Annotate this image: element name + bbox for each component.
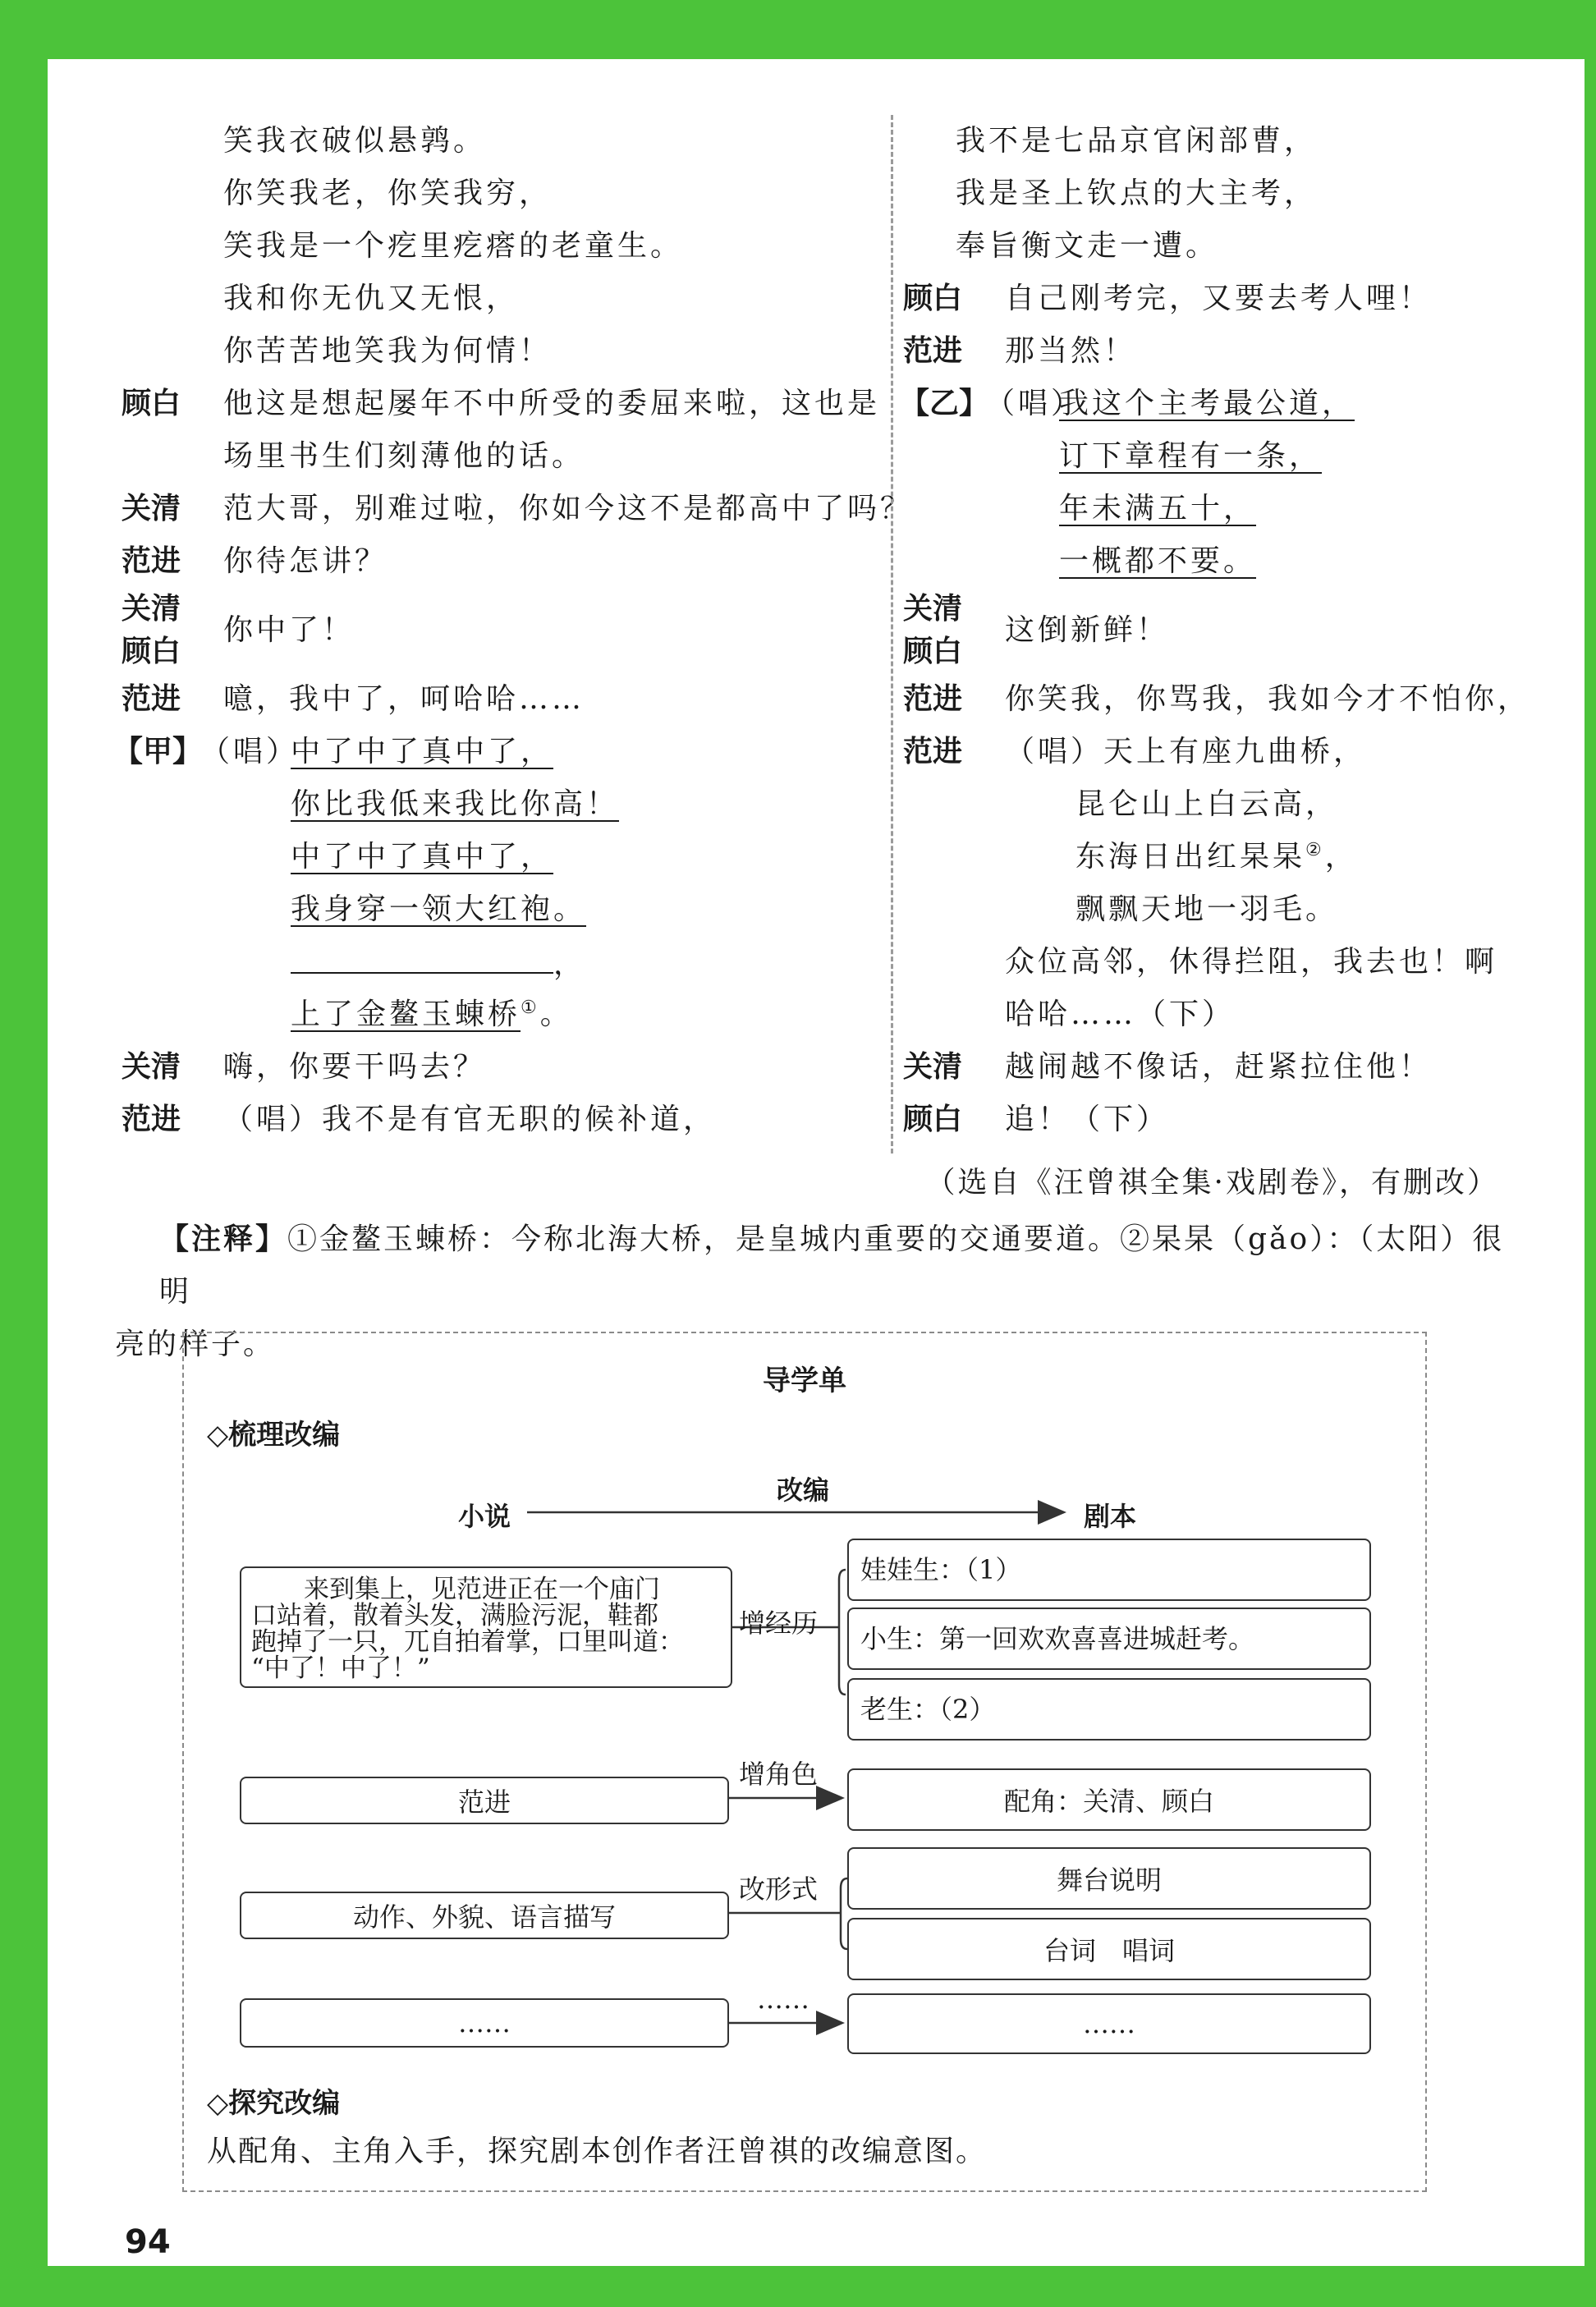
script-line: 场里书生们刻薄他的话。 (223, 439, 585, 473)
stage-child-box: 娃娃生：（1） (847, 1539, 1371, 1601)
more-left-box: …… (240, 1998, 729, 2048)
script-line: 东海日出红杲杲②， (1075, 840, 1358, 874)
stage-directions-box: 舞台说明 (847, 1847, 1371, 1910)
script-line: 笑我是一个疙里疙瘩的老童生。 (223, 229, 684, 263)
script-label: 剧本 (1084, 1501, 1137, 1532)
speaker-name: 顾白 (903, 1103, 963, 1136)
more-right-box: …… (847, 1993, 1371, 2054)
script-line: 范进 （唱）我不是有官无职的候补道， (122, 1094, 885, 1146)
speaker-name: 顾白 (903, 282, 963, 315)
script-line: 范进 那当然！ (903, 325, 1527, 378)
script-line: 昆仑山上白云高， (1075, 787, 1339, 821)
script-line: 顾白 自己刚考完，又要去考人哩！ (903, 273, 1527, 325)
speaker-name: 范进 (122, 544, 181, 578)
script-line: 你笑我老，你笑我穷， (223, 177, 553, 210)
section-organize-heading: ◇梳理改编 (207, 1419, 341, 1452)
novel-excerpt-box: 来到集上，见范进正在一个庙门 口站着，散着头发，满脸污泥，鞋都 跑掉了一只，兀自拍着掌，口里叫道： “中了！中了！” (240, 1566, 732, 1688)
speaker-name: 范进 (122, 682, 181, 716)
page-number: 94 (125, 2223, 171, 2261)
answer-blank[interactable] (291, 936, 553, 974)
source-citation: （选自《汪曾祺全集·戏剧卷》，有删改） (925, 1166, 1499, 1199)
script-line: 笑我衣破似悬鹑。 (223, 124, 487, 158)
novel-label: 小说 (458, 1501, 511, 1532)
page-frame-top (0, 0, 1596, 59)
script-right-column (900, 115, 1531, 1146)
study-guide (182, 1332, 1427, 2192)
adapt-arrow-label: 改编 (777, 1475, 830, 1506)
script-line: 我是圣上钦点的大主考， (956, 177, 1318, 210)
speaker-name: 关清 (122, 492, 181, 525)
speaker-name: 关清 (122, 1050, 181, 1084)
marker-jia: 【甲】 (113, 735, 203, 768)
script-line: 范进 你笑我，你骂我，我如今才不怕你， (903, 673, 1527, 726)
script-line: 我不是七品京官闲部曹， (956, 124, 1318, 158)
script-line: 顾白 追！（下） (903, 1094, 1527, 1146)
script-line: 关清 范大哥，别难过啦，你如今这不是都高中了吗？ (122, 483, 885, 535)
section-explore-heading: ◇探究改编 (207, 2087, 341, 2120)
script-line: 我身穿一领大红袍。 (291, 892, 587, 926)
page-frame-left (0, 0, 48, 2307)
script-line: 范进 （唱）天上有座九曲桥， (903, 726, 1527, 778)
script-line: 我和你无仇又无恨， (223, 282, 520, 315)
script-line: 奉旨衡文走一遭。 (956, 229, 1219, 263)
script-line: 范进 你待怎讲？ (122, 535, 885, 588)
script-line: 年未满五十， (1059, 492, 1257, 525)
script-line: 关清 嗨，你要干吗去？ (122, 1041, 885, 1094)
speaker-name: 关清 (903, 1050, 963, 1084)
brace-form (841, 1878, 847, 1949)
label-add-roles: 增角色 (739, 1759, 819, 1790)
script-line: 众位高邻，休得拦阻，我去也！啊 (1005, 945, 1498, 979)
speaker-name: 顾白 (122, 387, 181, 420)
script-line: 关清 越闹越不像话，赶紧拉住他！ (903, 1041, 1527, 1094)
script-line-yi: 【乙】 （唱） 我这个主考最公道， (903, 378, 1527, 430)
script-line: 一概都不要。 (1059, 544, 1257, 578)
script-line: 哈哈……（下） (1005, 998, 1236, 1031)
answer-blank-2[interactable] (995, 1680, 1332, 1741)
script-line: 订下章程有一条， (1059, 439, 1323, 473)
speaker-name: 范进 (122, 1103, 181, 1136)
script-line-jia: 【甲】 （唱） 中了中了真中了， (122, 726, 885, 778)
script-line-duo: 关清 顾白 这倒新鲜！ (903, 588, 1527, 673)
page-frame-right (1585, 0, 1596, 2307)
notes-label: 【注释】 (159, 1222, 288, 1256)
script-line: 你苦苦地笑我为何情！ (223, 334, 553, 368)
supporting-roles-box: 配角：关清、顾白 (847, 1768, 1371, 1831)
script-left-column (113, 115, 914, 1146)
marker-yi: 【乙】 (900, 387, 989, 420)
label-change-form: 改形式 (739, 1874, 819, 1905)
script-line: 中了中了真中了， (291, 840, 554, 874)
answer-blank-1[interactable] (1021, 1540, 1309, 1601)
script-line: 顾白 他这是想起屡年不中所受的委屈来啦，这也是 (122, 378, 885, 430)
label-more: …… (757, 1984, 809, 2015)
script-line: 你比我低来我比你高！ (291, 787, 620, 821)
brace-experience (839, 1570, 846, 1695)
explore-task: 从配角、主角入手，探究剧本创作者汪曾祺的改编意图。 (207, 2135, 988, 2168)
stage-elder-box: 老生：（2） (847, 1678, 1371, 1741)
page-frame-bottom (0, 2266, 1596, 2307)
blank-line: ， (122, 936, 885, 988)
description-box: 动作、外貌、语言描写 (240, 1892, 729, 1939)
fanjin-box: 范进 (240, 1777, 729, 1824)
script-line: 飘飘天地一羽毛。 (1075, 892, 1339, 926)
speaker-name: 关清 顾白 (122, 592, 181, 668)
script-line-duo: 关清 顾白 你中了！ (122, 588, 885, 673)
stage-youth-box: 小生：第一回欢欢喜喜进城赶考。 (847, 1608, 1371, 1670)
guide-title: 导学单 (763, 1364, 846, 1397)
speaker-name: 范进 (903, 334, 963, 368)
notes-text: ①金鳌玉蝀桥：今称北海大桥，是皇城内重要的交通要道。②杲杲（gǎo）：（太阳）很明 (159, 1222, 1505, 1309)
label-add-experience: 增经历 (739, 1608, 819, 1639)
script-line: 范进 噫，我中了，呵哈哈…… (122, 673, 885, 726)
speaker-name: 范进 (903, 735, 963, 768)
notes-text-cont: 亮的样子。 (115, 1328, 276, 1361)
speaker-name: 关清 顾白 (903, 592, 963, 668)
dialogue-lyrics-box: 台词 唱词 (847, 1918, 1371, 1980)
speaker-name: 范进 (903, 682, 963, 716)
script-line: 上了金鳌玉蝀桥①。 (291, 998, 573, 1031)
column-divider (891, 115, 893, 1154)
